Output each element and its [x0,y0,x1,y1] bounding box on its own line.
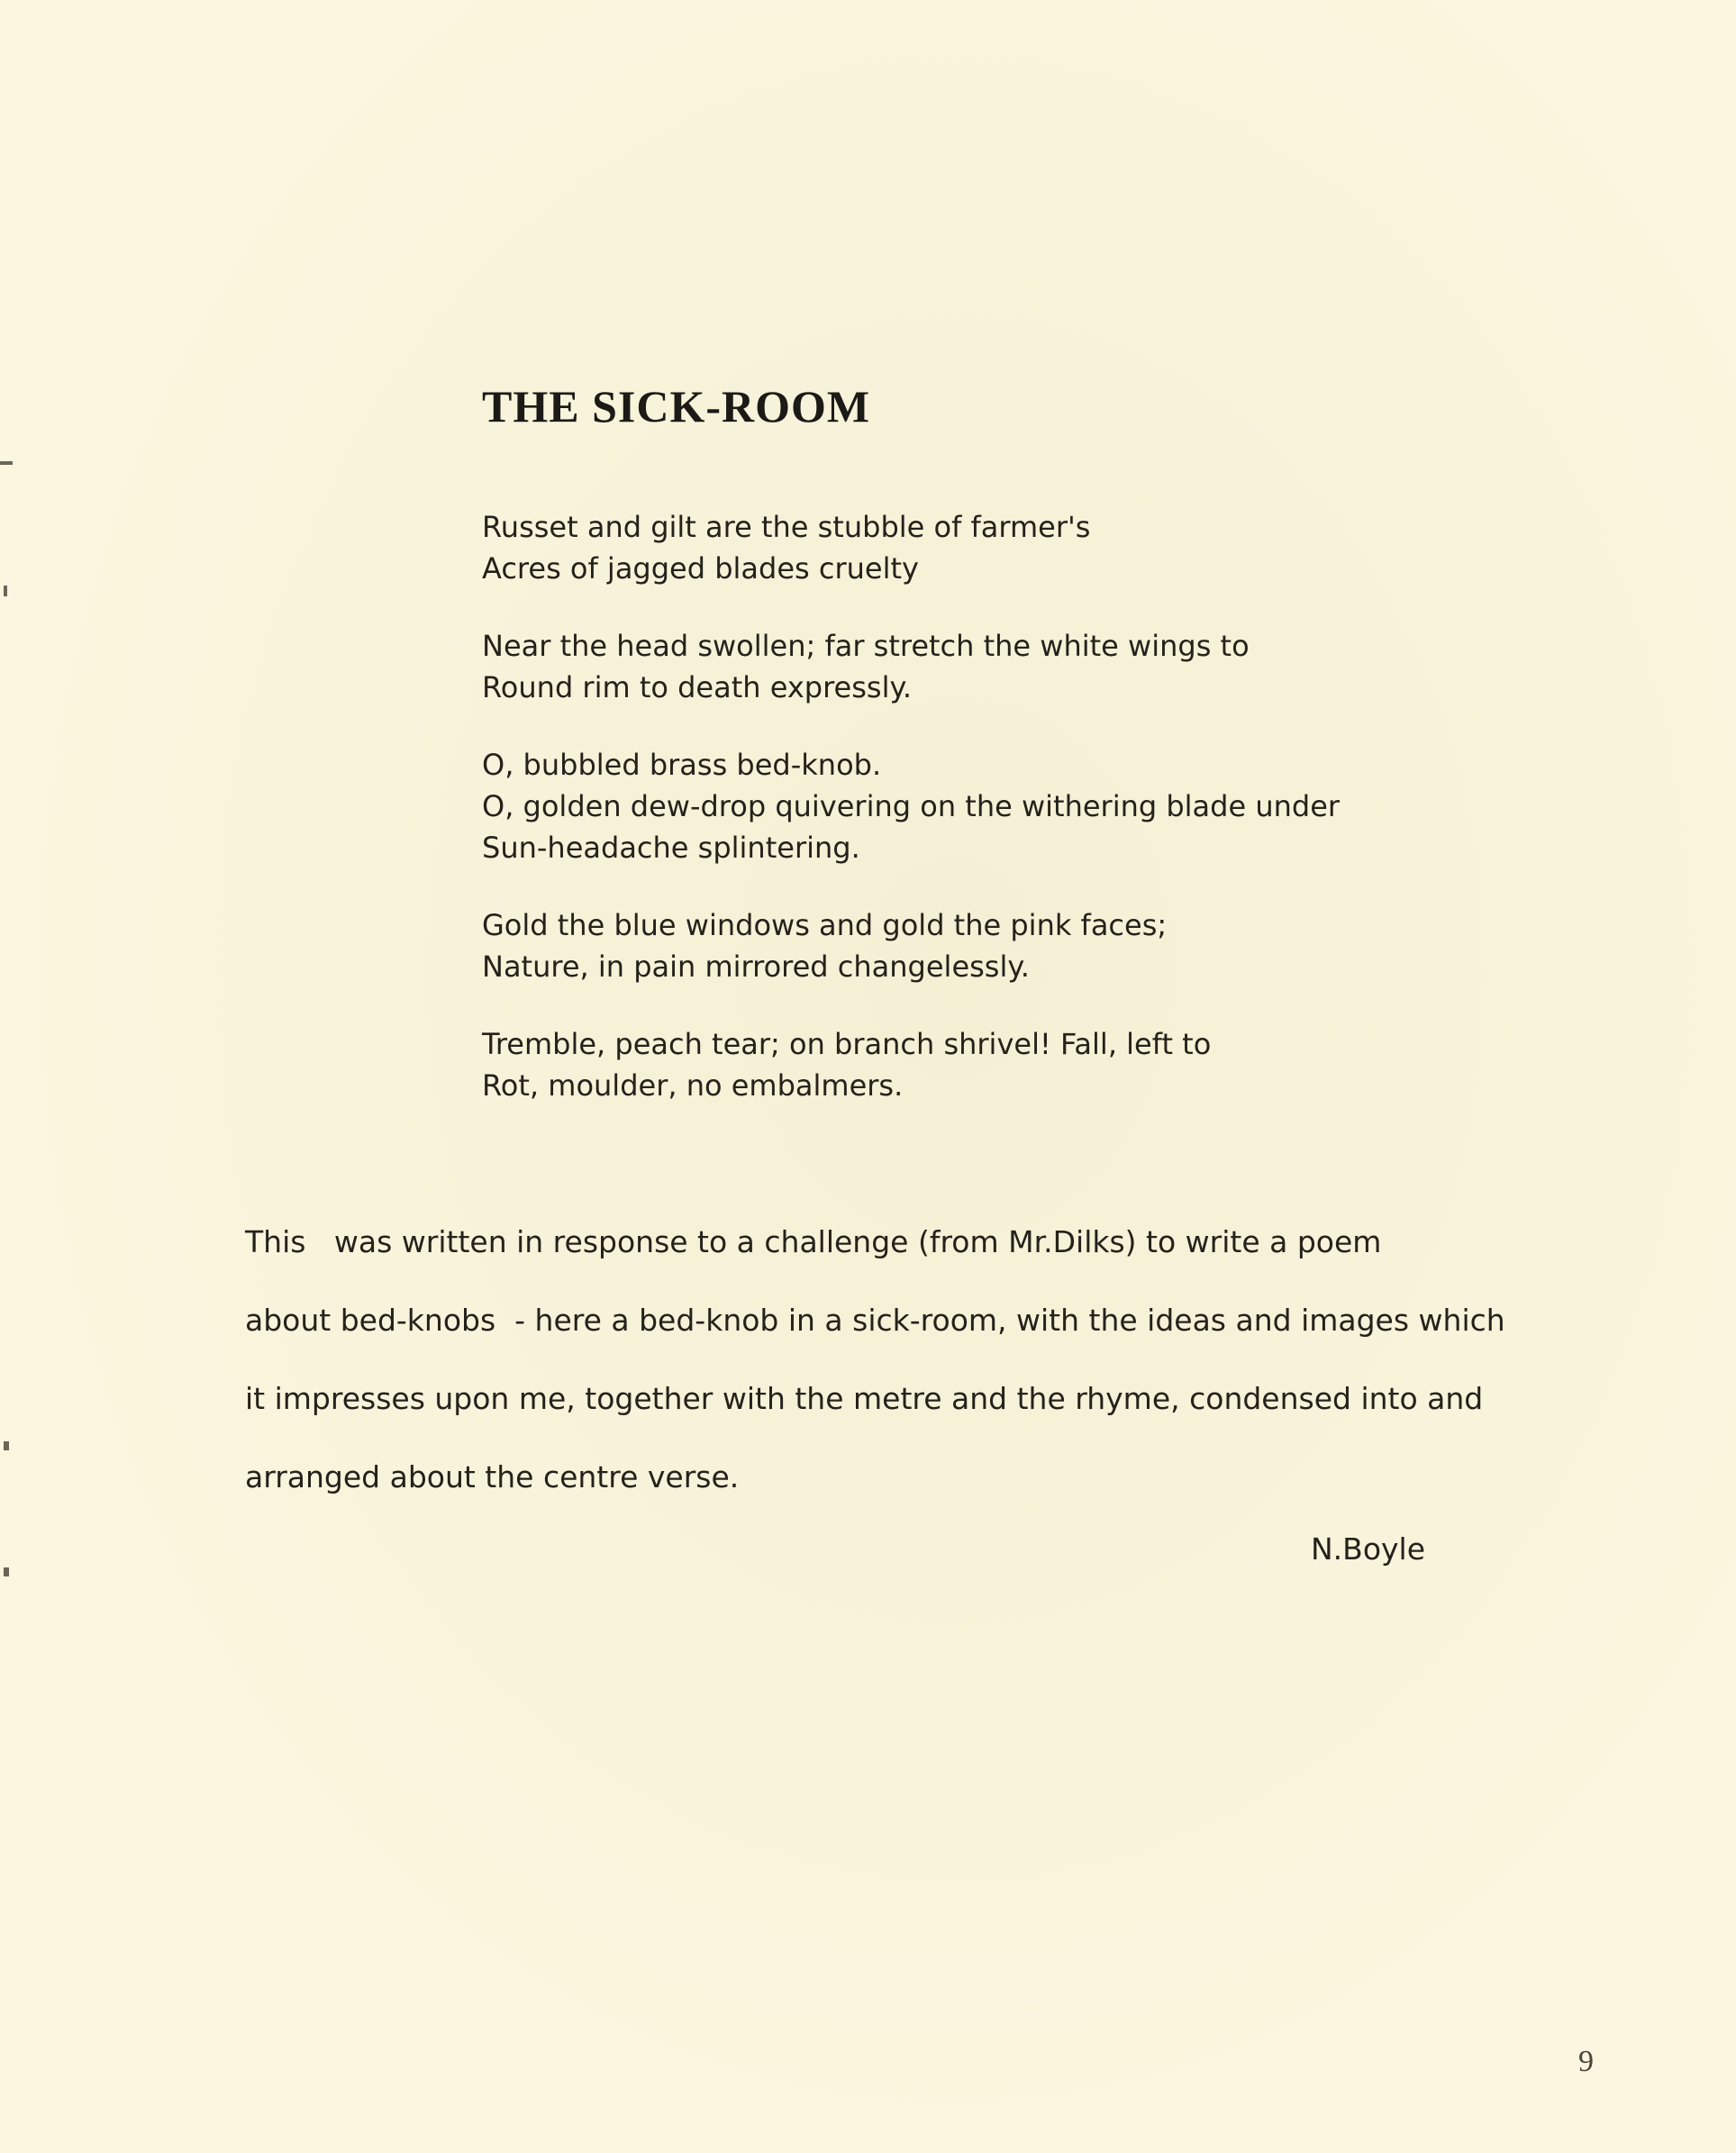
note-line: about bed-knobs - here a bed-knob in a sick-room, with the ideas and images which [245,1303,1505,1338]
poem-line: Sun-headache splintering. [482,831,860,865]
note-line: This was written in response to a challenge (from Mr.Dilks) to write a poem [245,1224,1382,1259]
binding-mark [4,1567,9,1576]
note-line: it impresses upon me, together with the metre and the rhyme, condensed into and [245,1381,1484,1416]
poem-line: Acres of jagged blades cruelty [482,551,919,586]
binding-mark [4,586,7,596]
poem-line: Nature, in pain mirrored changelessly. [482,949,1030,984]
poem-line: Round rim to death expressly. [482,670,913,704]
page-number: 9 [1578,2045,1594,2078]
poem-body [482,506,1563,1142]
poem-line: O, golden dew-drop quivering on the withering blade under [482,789,1341,823]
binding-mark [4,1441,9,1450]
poem-title: THE SICK-ROOM [482,381,871,432]
stanza [482,506,1563,589]
author-signature: N.Boyle [1311,1531,1426,1567]
stanza [482,904,1563,987]
note-line: arranged about the centre verse. [245,1459,740,1494]
author-note [245,1203,1596,1516]
stanza [482,744,1563,868]
poem-line: Tremble, peach tear; on branch shrivel! Fall, left to [482,1027,1212,1061]
poem-line: Gold the blue windows and gold the pink faces; [482,908,1168,942]
poem-line: Rot, moulder, no embalmers. [482,1068,904,1103]
poem-line: Russet and gilt are the stubble of farmer's [482,510,1091,544]
stanza [482,1023,1563,1106]
poem-line: Near the head swollen; far stretch the white wings to [482,629,1250,663]
binding-mark [0,461,13,465]
poem-line: O, bubbled brass bed-knob. [482,748,882,782]
stanza [482,625,1563,708]
